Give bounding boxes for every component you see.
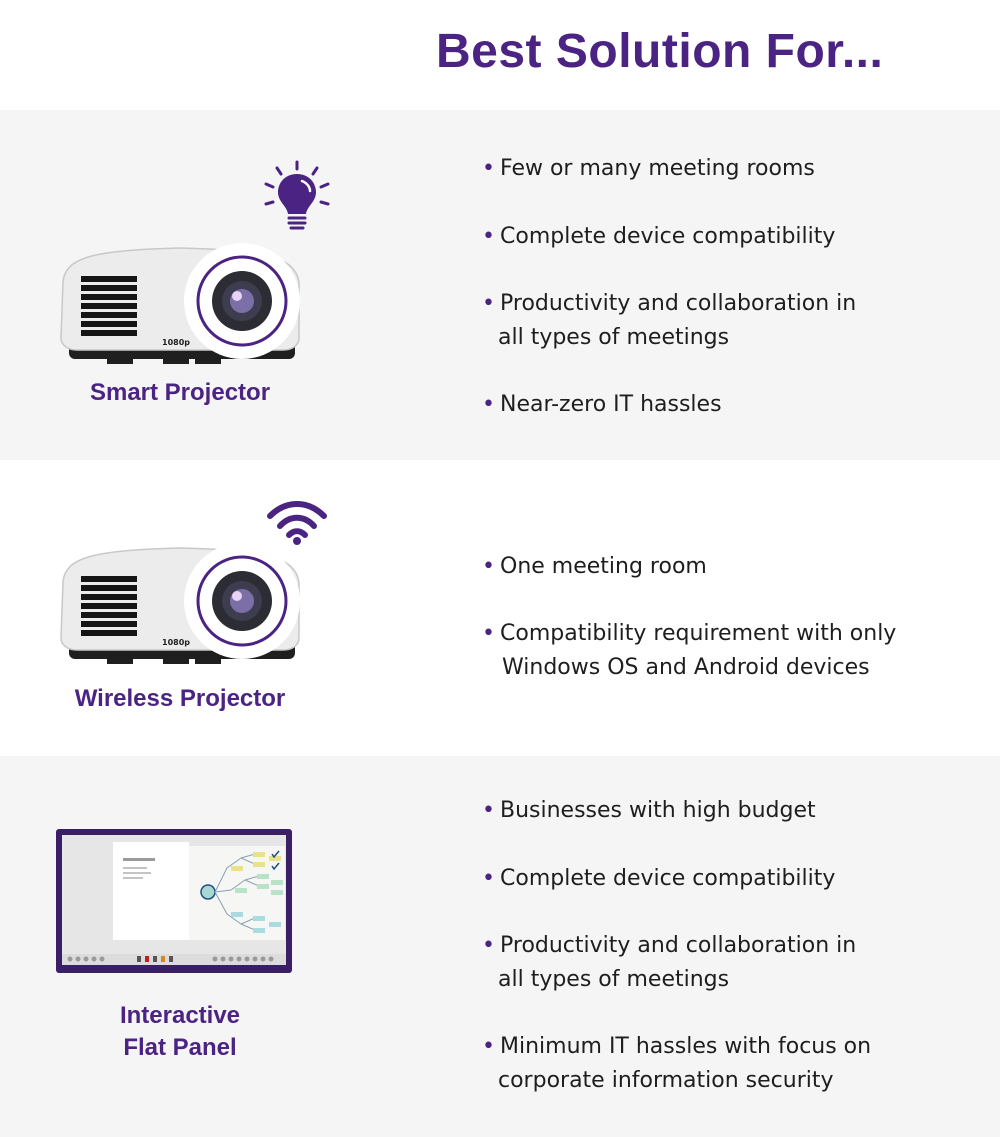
product-label-smart-projector: Smart Projector xyxy=(89,379,271,406)
wifi-icon xyxy=(266,500,328,546)
section-smart-projector xyxy=(0,110,1000,460)
list-item: • Few or many meeting rooms xyxy=(480,152,856,186)
product-label-interactive-flat-panel: Interactive Flat Panel xyxy=(119,1002,241,1061)
list-item: • Compatibility requirement with only Windows OS and Android devices xyxy=(480,617,896,685)
smart-projector-image xyxy=(55,242,305,372)
list-item: • Businesses with high budget xyxy=(480,794,871,828)
section-wireless-projector xyxy=(0,460,1000,756)
list-item: • One meeting room xyxy=(480,550,896,584)
product-label-wireless-projector: Wireless Projector xyxy=(74,685,286,712)
list-item: • Minimum IT hassles with focus on corporate information security xyxy=(480,1030,871,1098)
section-interactive-flat-panel xyxy=(0,756,1000,1137)
lightbulb-icon xyxy=(262,160,332,236)
bullet-list xyxy=(480,152,856,422)
page-title: Best Solution For... xyxy=(436,25,884,78)
list-item: • Complete device compatibility xyxy=(480,220,856,254)
bullet-list xyxy=(480,794,871,1098)
resolution-badge: 1080p xyxy=(162,638,190,647)
list-item: • Near-zero IT hassles xyxy=(480,388,856,422)
flat-panel-icon xyxy=(55,828,293,974)
bullet-list xyxy=(480,550,896,685)
list-item: • Complete device compatibility xyxy=(480,862,871,896)
list-item: • Productivity and collaboration in all types of meetings xyxy=(480,287,856,355)
wireless-projector-image xyxy=(55,542,305,672)
list-item: • Productivity and collaboration in all types of meetings xyxy=(480,929,871,997)
resolution-badge: 1080p xyxy=(162,338,190,347)
